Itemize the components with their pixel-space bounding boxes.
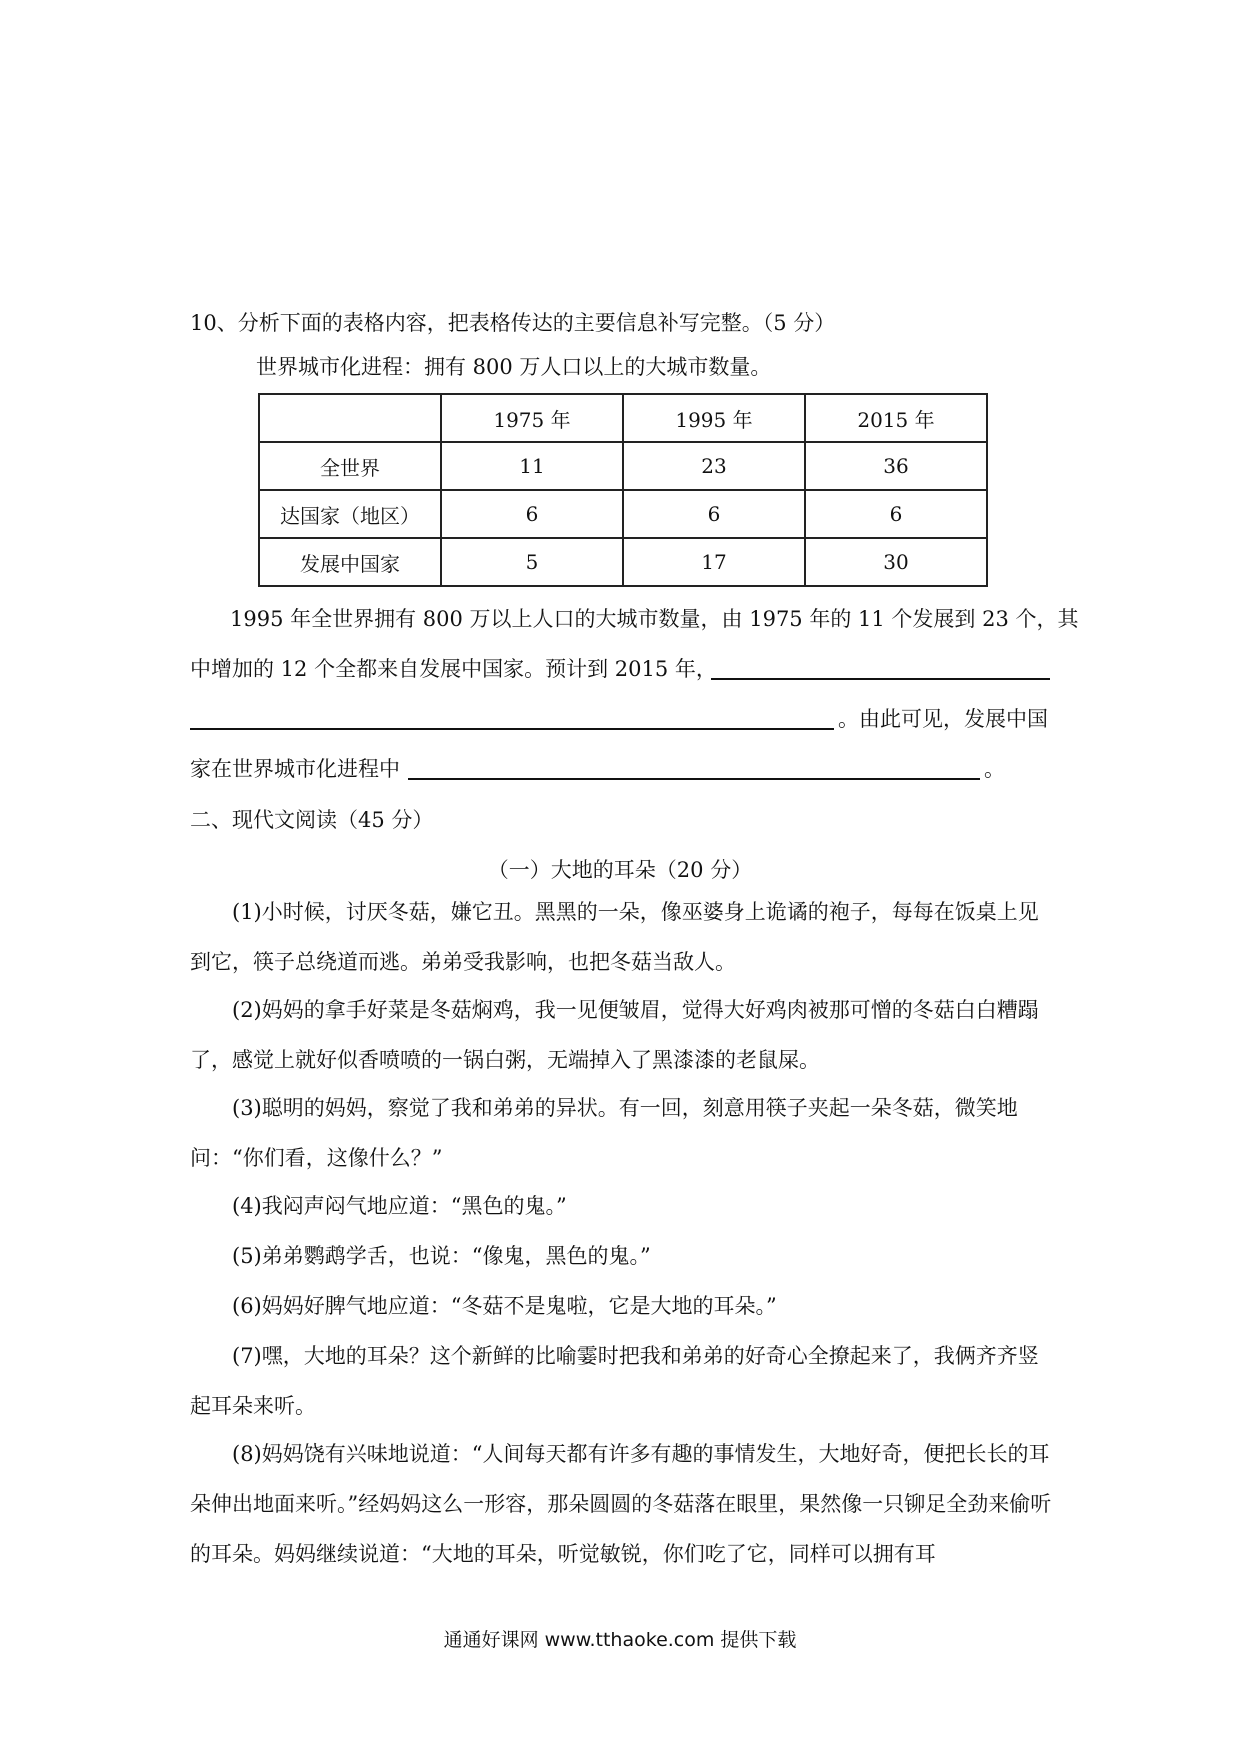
table-header-cell: 2015 年 [805,394,987,442]
table-cell: 17 [623,538,805,586]
table-cell: 30 [805,538,987,586]
table-cell: 5 [441,538,623,586]
table-row-label: 全世界 [259,442,441,490]
table-cell: 6 [441,490,623,538]
passage-paragraph: (4)我闷声闷气地应道：“黑色的鬼。” [232,1194,567,1218]
table-row [259,538,987,586]
table-cell: 36 [805,442,987,490]
answer-text-line-end: 。 [984,757,1005,781]
answer-blank[interactable] [190,728,834,730]
answer-text-line: 家在世界城市化进程中 [190,757,400,781]
table-cell: 11 [441,442,623,490]
passage-paragraph: (5)弟弟鹦鹉学舌，也说：“像鬼，黑色的鬼。” [232,1244,651,1268]
section-heading: 二、现代文阅读（45 分） [190,808,434,832]
table-row-label: 达国家（地区） [259,490,441,538]
passage-paragraph: (6)妈妈好脾气地应道：“冬菇不是鬼啦，它是大地的耳朵。” [232,1294,777,1318]
city-data-table [258,393,988,587]
passage-title: （一）大地的耳朵（20 分） [487,858,753,882]
table-header-row [259,394,987,442]
table-cell: 6 [805,490,987,538]
passage-paragraph: (7)嘿，大地的耳朵？这个新鲜的比喻霎时把我和弟弟的好奇心全撩起来了，我俩齐齐竖起耳朵来听。 [190,1344,1039,1418]
table-header-cell: 1975 年 [441,394,623,442]
passage-paragraph: (8)妈妈饶有兴味地说道：“人间每天都有许多有趣的事情发生，大地好奇，便把长长的耳朵伸出地面来听。”经妈妈这么一形容，那朵圆圆的冬菇落在眼里，果然像一只铆足全劲来偷听的耳朵。妈妈继续说道：“大地的耳朵，听觉敏锐，你们吃了它，同样可以拥有耳 [190,1442,1052,1566]
table-header-cell: 1995 年 [623,394,805,442]
answer-text-line: 。由此可见，发展中国 [838,707,1048,731]
passage-paragraph: (1)小时候，讨厌冬菇，嫌它丑。黑黑的一朵，像巫婆身上诡谲的袍子，每每在饭桌上见到它，筷子总绕道而逃。弟弟受我影响，也把冬菇当敌人。 [190,900,1039,974]
answer-text-line: 1995 年全世界拥有 800 万以上人口的大城市数量，由 1975 年的 11 个发展到 23 个，其 [230,607,1079,631]
table-row [259,442,987,490]
table-row-label: 发展中国家 [259,538,441,586]
answer-blank[interactable] [408,778,980,780]
page-footer: 通通好课网 www.tthaoke.com 提供下载 [443,1629,797,1651]
passage-paragraph: (2)妈妈的拿手好菜是冬菇焖鸡，我一见便皱眉，觉得大好鸡肉被那可憎的冬菇白白糟蹋 了，感觉上就好似香喷喷的一锅白粥，无端掉入了黑漆漆的老鼠屎。 [190,998,1039,1072]
answer-text-line: 中增加的 12 个全都来自发展中国家。预计到 2015 年， [190,657,717,681]
table-caption: 世界城市化进程：拥有 800 万人口以上的大城市数量。 [256,355,772,379]
answer-blank[interactable] [711,678,1050,680]
table-cell: 23 [623,442,805,490]
passage-paragraph: (3)聪明的妈妈，察觉了我和弟弟的异状。有一回，刻意用筷子夹起一朵冬菇，微笑地问：“你们看，这像什么？” [190,1096,1018,1170]
table-header-cell [259,394,441,442]
table-cell: 6 [623,490,805,538]
table-row [259,490,987,538]
question-10-title: 10、分析下面的表格内容，把表格传达的主要信息补写完整。（5 分） [190,311,836,335]
